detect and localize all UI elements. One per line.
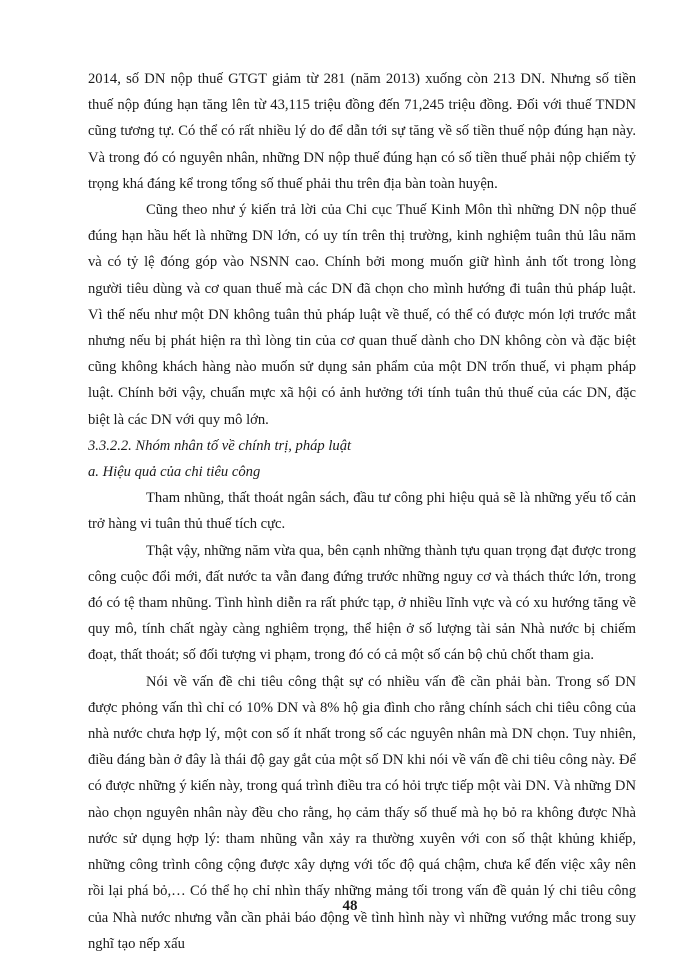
page-number: 48 — [342, 898, 358, 914]
document-body — [88, 66, 636, 957]
paragraph-public-spending: Nói về vấn đề chi tiêu công thật sự có nhiều vấn đề cần phải bàn. Trong số DN được phỏng vấn thì chỉ có 10% DN và 8% hộ gia đình cho rằng chính sách chi tiêu công của nhà nước chưa hợp lý, một con số ít nhất trong số các nguyên nhân mà DN chọn. Tuy nhiên, điều đáng bàn ở đây là thái độ gay gắt của một số DN khi nói về vấn đề chi tiêu công này. Để có được những ý kiến này, trong quá trình điều tra có hỏi trực tiếp một vài DN. Và những DN nào chọn nguyên nhân này đều cho rằng, họ cảm thấy số thuế mà họ bỏ ra không được Nhà nước sử dụng hợp lý: tham nhũng vẫn xảy ra thường xuyên với con số thật khủng khiếp, những công trình công cộng được xây dựng với tốc độ quá chậm, chưa kể đến việc xây nên rồi lại phá bỏ,… Có thể họ chỉ nhìn thấy những mảng tối trong vấn đề quản lý chi tiêu công của Nhà nước nhưng vẫn cần phải báo động về tình hình này vì những vướng mắc trong suy nghĩ tạo nếp xấu — [88, 673, 636, 952]
subsection-heading: a. Hiệu quả của chi tiêu công — [88, 464, 261, 481]
paragraph-social-norms: Cũng theo như ý kiến trả lời của Chi cục Thuế Kinh Môn thì những DN nộp thuế đúng hạn hầu hết là những DN lớn, có uy tín trên thị trường, kinh nghiệm tuân thủ lâu năm và có tỷ lệ đóng góp vào NSNN cao. Chính bởi mong muốn giữ hình ảnh tốt trong lòng người tiêu dùng và cơ quan thuế mà các DN đã chọn cho mình hướng đi tuân thủ pháp luật. Vì thế nếu như một DN không tuân thủ pháp luật về thuế, có thể có được món lợi trước mắt nhưng nếu bị phát hiện ra thì lòng tin của cơ quan thuế dành cho DN không còn và đặc biệt cũng không khách hàng nào muốn sử dụng sản phẩm của một DN trốn thuế, vi phạm pháp luật. Chính bởi vậy, chuẩn mực xã hội có ảnh hưởng tới tính tuân thủ thuế của các DN, đặc biệt là các DN với quy mô lớn. — [88, 202, 636, 428]
paragraph-corruption-situation: Thật vậy, những năm vừa qua, bên cạnh những thành tựu quan trọng đạt được trong công cuộc đổi mới, đất nước ta vẫn đang đứng trước những nguy cơ và thách thức lớn, trong đó có tệ tham nhũng. Tình hình diễn ra rất phức tạp, ở nhiều lĩnh vực và có xu hướng tăng về quy mô, tính chất ngày càng nghiêm trọng, thể hiện ở số lượng tài sản Nhà nước bị chiếm đoạt, thất thoát; số đối tượng vi phạm, trong đó có cả một số cán bộ chủ chốt tham gia. — [88, 542, 636, 664]
paragraph-corruption-intro: Tham nhũng, thất thoát ngân sách, đầu tư công phi hiệu quả sẽ là những yếu tố cản trở hàng vi tuân thủ thuế tích cực. — [88, 490, 636, 533]
section-heading: 3.3.2.2. Nhóm nhân tố về chính trị, pháp luật — [88, 437, 352, 454]
paragraph-tax-payment-stats: 2014, số DN nộp thuế GTGT giảm từ 281 (năm 2013) xuống còn 213 DN. Nhưng số tiền thuế nộp đúng hạn tăng lên từ 43,115 triệu đồng đến 71,245 triệu đồng. Đối với thuế TNDN cũng tương tự. Có thể có rất nhiều lý do để dẫn tới sự tăng về số tiền thuế nộp đúng hạn này. Và trong đó có nguyên nhân, những DN nộp thuế đúng hạn có số tiền thuế phải nộp chiếm tỷ trọng khá đáng kể trong tổng số thuế phải thu trên địa bàn toàn huyện. — [88, 71, 636, 192]
